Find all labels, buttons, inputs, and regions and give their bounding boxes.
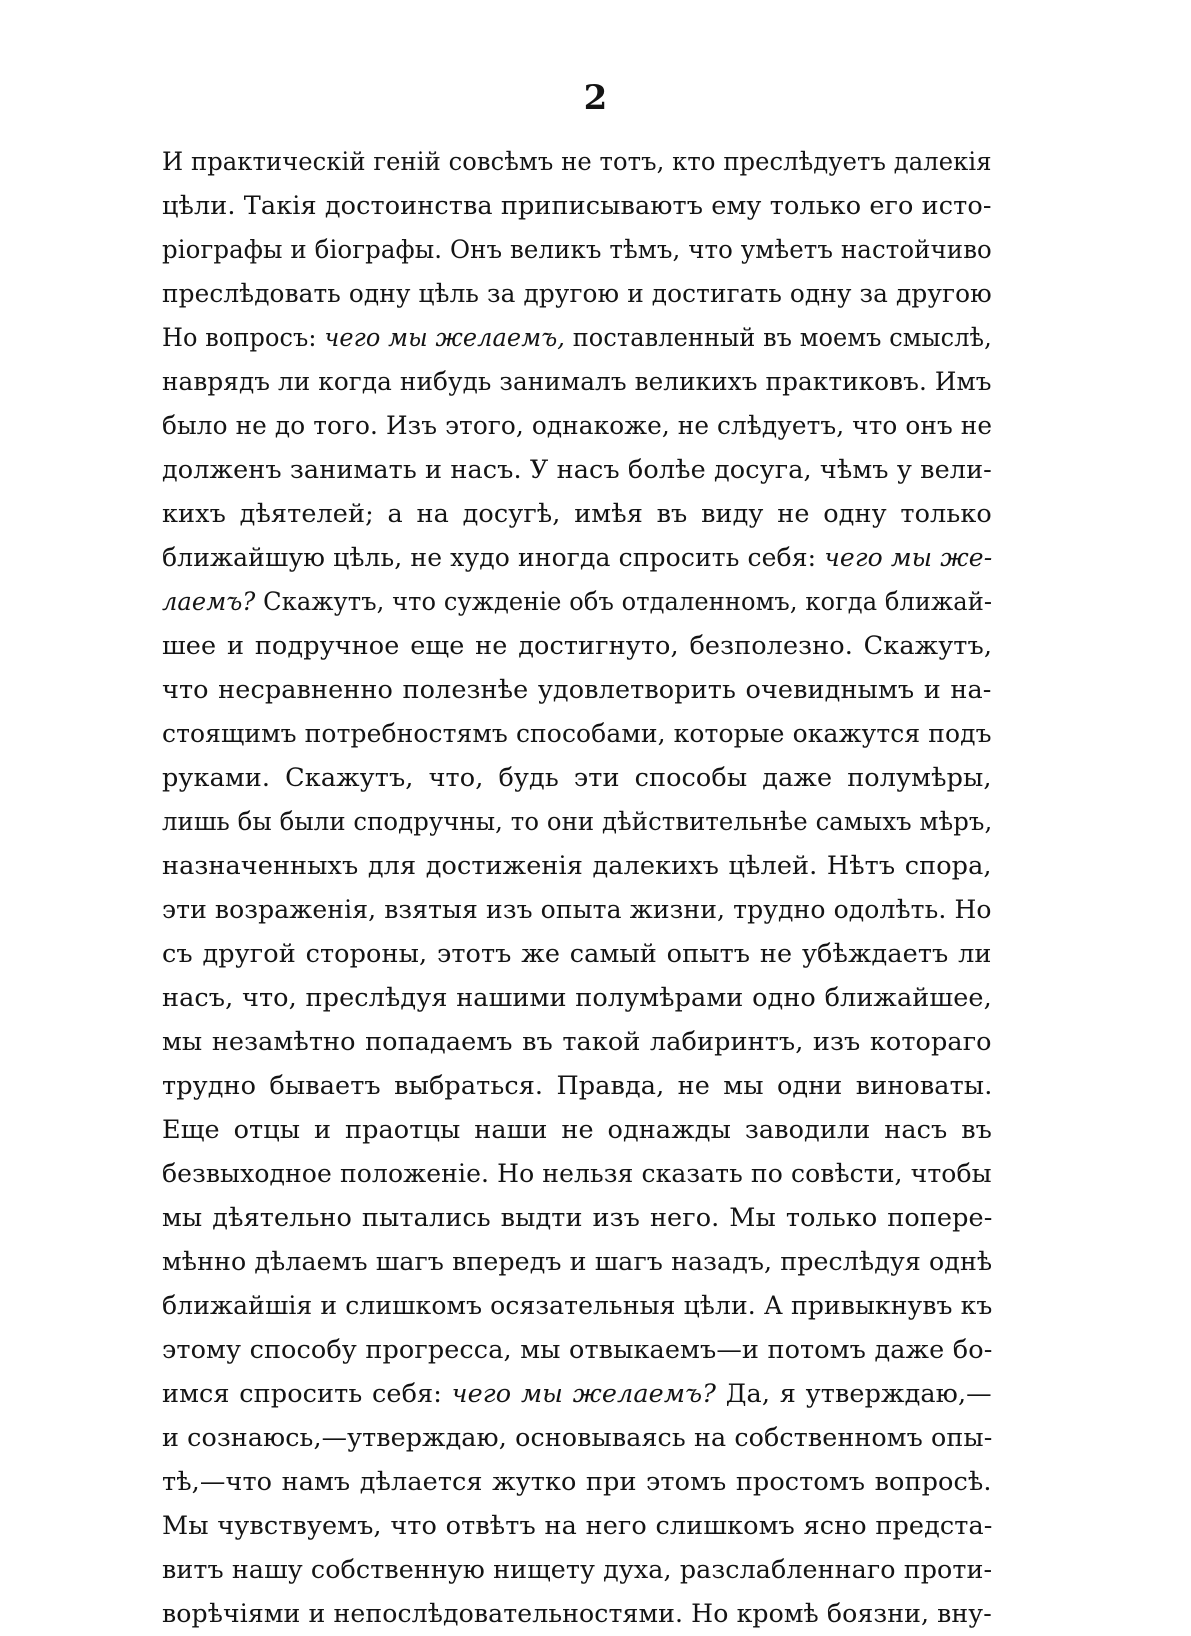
text-run: ворѣчіями и непослѣдовательностями. Но кромѣ боязни, вну- xyxy=(162,1599,992,1629)
text-line xyxy=(162,1240,993,1284)
text-line xyxy=(162,580,993,624)
text-line xyxy=(162,624,992,668)
text-line xyxy=(162,1284,993,1328)
text-line xyxy=(162,712,992,756)
text-line xyxy=(162,404,993,448)
text-run: имся спросить себя: xyxy=(162,1379,452,1409)
text-run: и сознаюсь,—утверждаю, основываясь на собственномъ опы- xyxy=(162,1423,993,1453)
text-run: мы незамѣтно попадаемъ въ такой лабиринтъ, изъ котораго xyxy=(162,1027,992,1057)
text-line xyxy=(162,1460,992,1504)
body-text xyxy=(162,140,992,1636)
text-line xyxy=(162,360,992,404)
text-run: насъ, что, преслѣдуя нашими полумѣрами одно ближайшее, xyxy=(162,983,992,1013)
page-number: 2 xyxy=(583,78,608,118)
text-line xyxy=(162,1020,992,1064)
text-run: поставленный въ моемъ смыслѣ, xyxy=(565,323,992,353)
text-line xyxy=(162,668,992,712)
text-run: Мы чувствуемъ, что отвѣтъ на него слишкомъ ясно предста- xyxy=(162,1511,993,1541)
text-line xyxy=(162,184,992,228)
text-run: стоящимъ потребностямъ способами, которые окажутся подъ xyxy=(162,719,992,749)
text-run: трудно бываетъ выбраться. Правда, не мы одни виноваты. xyxy=(162,1071,993,1101)
text-line xyxy=(162,536,993,580)
text-run: тѣ,—что намъ дѣлается жутко при этомъ простомъ вопросѣ. xyxy=(162,1467,992,1497)
text-line xyxy=(162,272,992,316)
text-run: лишь бы были сподручны, то они дѣйствительнѣе самыхъ мѣръ, xyxy=(162,807,993,837)
text-line xyxy=(162,1504,992,1548)
text-run: ближайшія и слишкомъ осязательныя цѣли. А привыкнувъ къ xyxy=(162,1291,993,1321)
text-line xyxy=(162,316,992,360)
text-line xyxy=(162,1372,992,1416)
text-line xyxy=(162,1328,992,1372)
text-line xyxy=(162,448,992,492)
text-run: кихъ дѣятелей; а на досугѣ, имѣя въ виду не одну только xyxy=(162,499,992,529)
text-line xyxy=(162,1548,993,1592)
text-line xyxy=(162,140,992,184)
text-line xyxy=(162,1152,992,1196)
text-run: наврядъ ли когда нибудь занималъ великихъ практиковъ. Имъ xyxy=(162,367,992,397)
text-line xyxy=(162,756,992,800)
text-run: эти возраженія, взятыя изъ опыта жизни, трудно одолѣть. Но xyxy=(162,895,992,925)
text-run: ближайшую цѣль, не худо иногда спросить себя: xyxy=(162,543,825,573)
text-line xyxy=(162,800,993,844)
text-run: долженъ занимать и насъ. У насъ болѣе досуга, чѣмъ у вели- xyxy=(162,455,992,485)
text-run: И практическій геній совсѣмъ не тотъ, кто преслѣдуетъ далекія xyxy=(162,147,992,177)
text-run: съ другой стороны, этотъ же самый опытъ не убѣждаетъ ли xyxy=(162,939,992,969)
text-line xyxy=(162,1416,993,1460)
text-run: Еще отцы и праотцы наши не однажды заводили насъ въ xyxy=(162,1115,992,1145)
italic-phrase: чего мы желаемъ, xyxy=(324,323,566,353)
text-line xyxy=(162,492,992,536)
text-run: руками. Скажутъ, что, будь эти способы даже полумѣры, xyxy=(162,763,992,793)
text-run: Скажутъ, что сужденіе объ отдаленномъ, когда ближай- xyxy=(255,587,993,617)
text-line xyxy=(162,228,992,272)
text-run: цѣли. Такія достоинства приписываютъ ему только его исто- xyxy=(162,191,992,221)
text-line xyxy=(162,1592,992,1636)
text-line xyxy=(162,1196,992,1240)
text-run: безвыходное положеніе. Но нельзя сказать по совѣсти, чтобы xyxy=(162,1159,992,1189)
text-run: Но вопросъ: xyxy=(162,323,325,353)
italic-phrase: чего мы желаемъ? xyxy=(451,1379,716,1409)
text-run: преслѣдовать одну цѣль за другою и достигать одну за другою xyxy=(162,279,992,309)
text-run: ріографы и біографы. Онъ великъ тѣмъ, что умѣетъ настойчиво xyxy=(162,235,992,265)
text-run: шее и подручное еще не достигнуто, безполезно. Скажутъ, xyxy=(162,631,993,661)
italic-phrase: лаемъ? xyxy=(162,587,256,617)
text-line xyxy=(162,844,992,888)
text-line xyxy=(162,888,992,932)
text-run: витъ нашу собственную нищету духа, разслабленнаго проти- xyxy=(162,1555,993,1585)
text-line xyxy=(162,976,992,1020)
italic-phrase: чего мы же- xyxy=(824,543,993,573)
text-run: назначенныхъ для достиженія далекихъ цѣлей. Нѣтъ спора, xyxy=(162,851,992,881)
text-line xyxy=(162,1108,992,1152)
text-run: мы дѣятельно пытались выдти изъ него. Мы только попере- xyxy=(162,1203,993,1233)
text-run: этому способу прогресса, мы отвыкаемъ—и потомъ даже бо- xyxy=(162,1335,993,1365)
text-line xyxy=(162,1064,992,1108)
text-run: что несравненно полезнѣе удовлетворить очевиднымъ и на- xyxy=(162,675,992,705)
text-line xyxy=(162,932,992,976)
text-run: Да, я утверждаю,— xyxy=(715,1379,992,1409)
text-run: было не до того. Изъ этого, однакоже, не слѣдуетъ, что онъ не xyxy=(162,411,993,441)
text-run: мѣнно дѣлаемъ шагъ впередъ и шагъ назадъ, преслѣдуя однѣ xyxy=(162,1247,993,1277)
